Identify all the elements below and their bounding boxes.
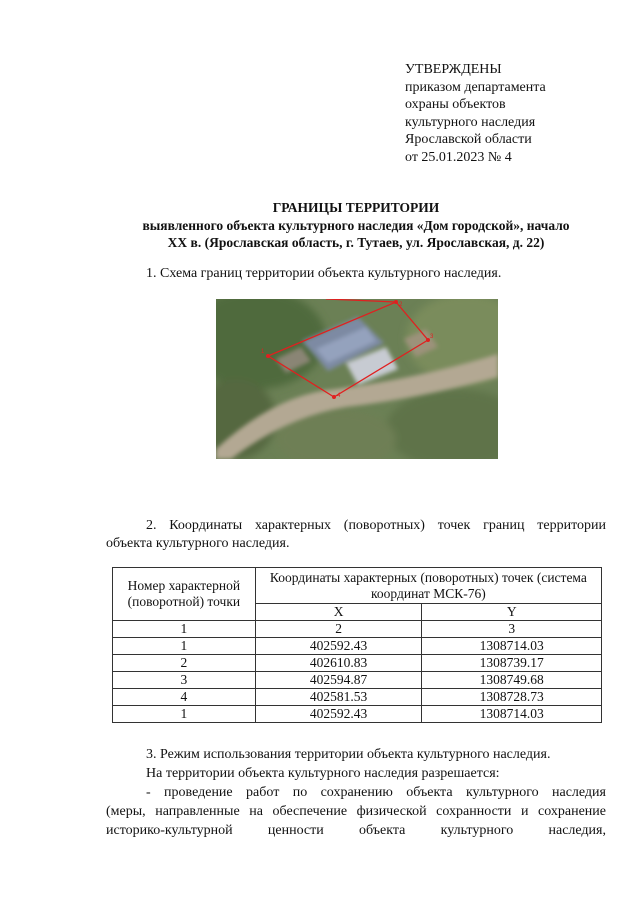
section3-line3: - проведение работ по сохранению объекта культурного наследия [146,785,606,800]
table-cell: 4 [113,689,256,706]
header-x: X [255,604,422,621]
title-line: XX в. (Ярославская область, г. Тутаев, ул. Ярославская, д. 22) [167,235,545,250]
table-cell: 1308714.03 [422,706,602,723]
table-row [113,689,602,706]
table-cell: 2 [255,621,422,638]
satellite-image [216,299,498,459]
table-row [113,706,602,723]
title-line: ГРАНИЦЫ ТЕРРИТОРИИ [272,200,440,215]
table-cell: 1308714.03 [422,638,602,655]
approval-line: Ярославской области [405,132,532,148]
document-title [106,199,606,252]
header-coordinates: Координаты характерных (поворотных) точек (система координат МСК-76) [255,568,601,604]
table-cell: 1308728.73 [422,689,602,706]
table-row [113,655,602,672]
table-row [113,638,602,655]
approval-line: охраны объектов [405,97,506,113]
approval-line: культурного наследия [405,114,536,130]
section3-line4: (меры, направленные на обеспечение физической сохранности и сохранение [106,804,606,819]
point-label-4: 4 [337,393,341,399]
header-y: Y [422,604,602,621]
section3-line2: На территории объекта культурного наследия разрешается: [146,766,500,781]
approval-block [405,61,546,167]
table-cell: 3 [113,672,256,689]
table-cell: 1308739.17 [422,655,602,672]
approval-line: УТВЕРЖДЕНЫ [405,62,502,77]
table-cell: 402594.87 [255,672,422,689]
approval-line: от 25.01.2023 № 4 [405,149,512,165]
table-cell: 402581.53 [255,689,422,706]
point-label-3: 3 [430,334,434,340]
section2-line2: объекта культурного наследия. [106,536,290,551]
boundary-map [216,299,498,459]
approval-line: приказом департамента [405,79,546,95]
table-cell: 1 [113,638,256,655]
table-cell: 402592.43 [255,638,422,655]
point-label-2: 2 [399,302,403,308]
table-cell: 1308749.68 [422,672,602,689]
table-cell: 402592.43 [255,706,422,723]
coordinates-table [112,567,602,723]
point-label-1: 1 [261,349,265,355]
table-index-row [113,621,602,638]
table-header-row [113,568,602,604]
table-row [113,672,602,689]
title-line: выявленного объекта культурного наследия «Дом городской», начало [142,217,570,233]
section3-line5: историко-культурной ценности объекта культурного наследия, [106,823,606,838]
table-cell: 1 [113,621,256,638]
section2-line1: 2. Координаты характерных (поворотных) точек границ территории [146,518,606,533]
table-cell: 3 [422,621,602,638]
section1-heading: 1. Схема границ территории объекта культурного наследия. [146,266,502,281]
header-point-number: Номер характерной (поворотной) точки [113,568,256,621]
section3-heading: 3. Режим использования территории объекта культурного наследия. [146,747,551,762]
table-cell: 402610.83 [255,655,422,672]
table-cell: 2 [113,655,256,672]
table-cell: 1 [113,706,256,723]
